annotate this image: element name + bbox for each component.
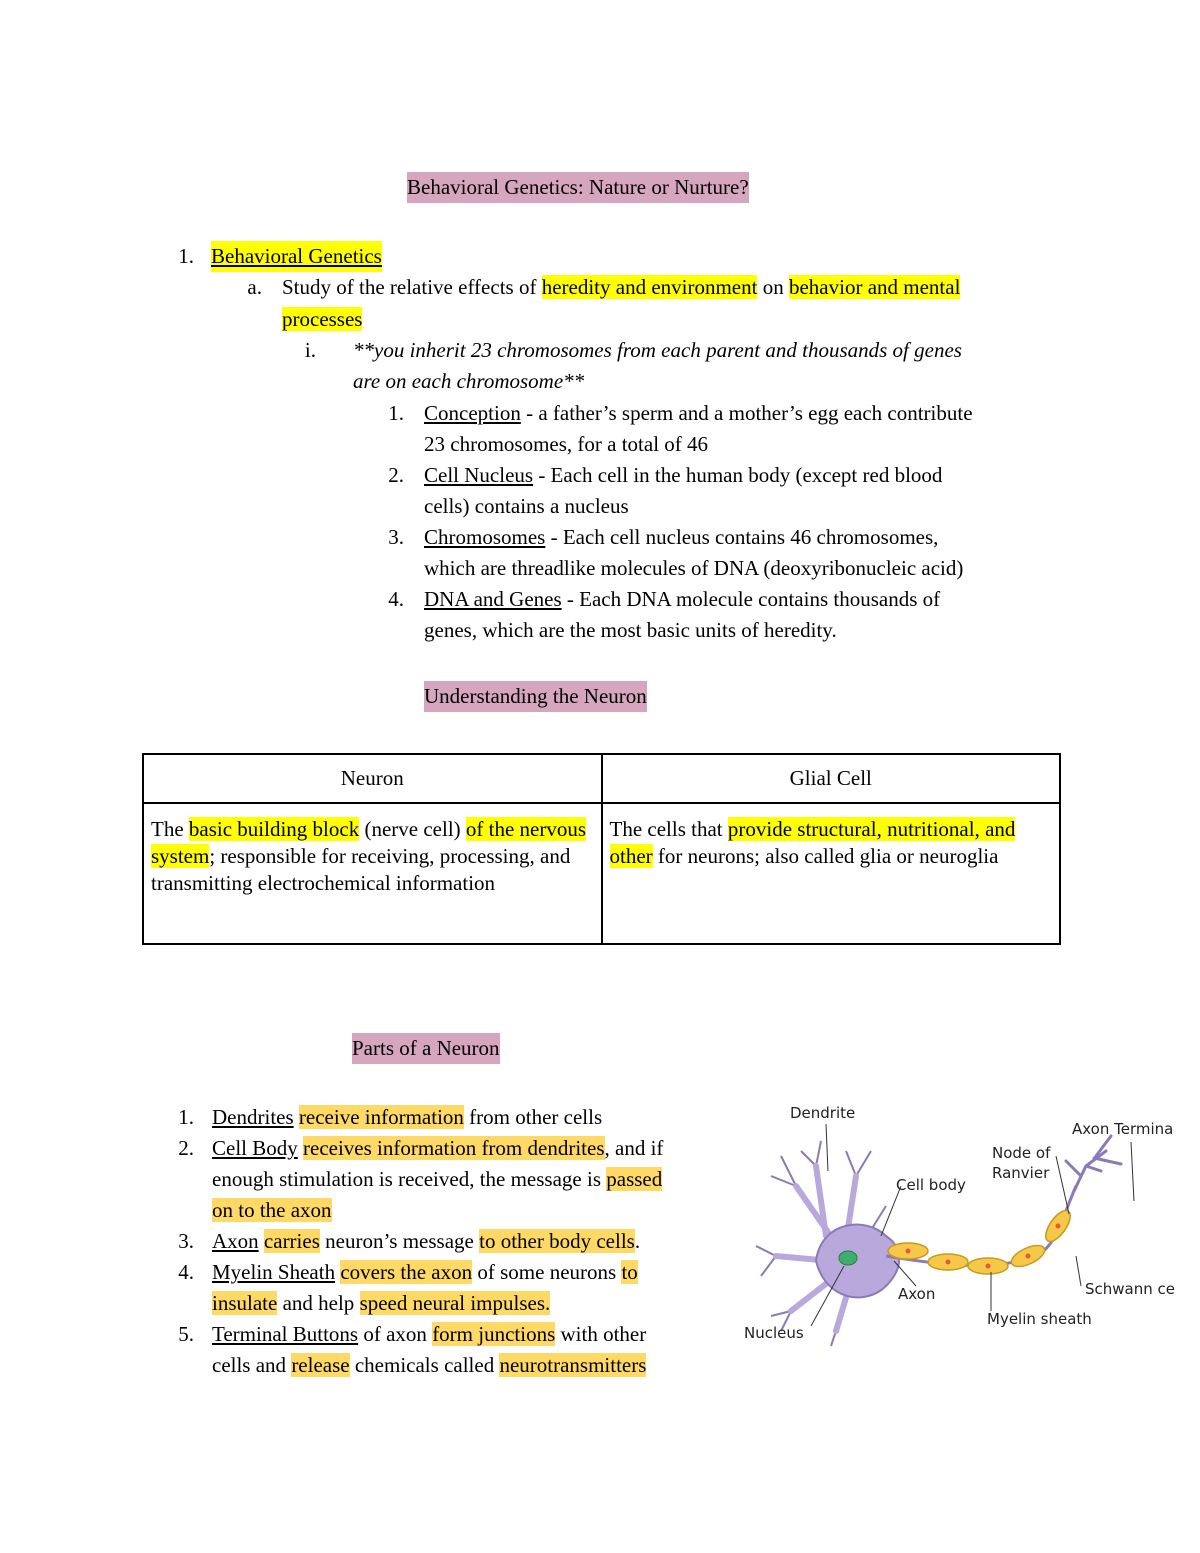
item-a-text: Study of the relative effects of: [282, 275, 542, 299]
item-a-line1: [282, 272, 960, 303]
cell-highlight: of the nervous system: [151, 817, 587, 868]
neuron-diagram: [736, 1096, 1196, 1356]
part-highlight: form junctions: [432, 1322, 556, 1346]
item-1-label: Behavioral Genetics: [211, 241, 382, 272]
part-text: , and if: [604, 1136, 664, 1160]
part-text: .: [634, 1229, 641, 1253]
sub-item-line: [424, 398, 973, 429]
part-text: cells and: [212, 1353, 292, 1377]
sub-item-term: Cell Nucleus: [424, 463, 534, 487]
part-item-line: [212, 1350, 646, 1381]
part-item-number: 2.: [178, 1136, 194, 1160]
item-a-highlight-3: processes: [282, 307, 363, 331]
item-i-number: i.: [304, 338, 316, 362]
item-a-text-mid: on: [757, 275, 789, 299]
sub-item-line2: genes, which are the most basic units of heredity.: [424, 618, 837, 642]
part-highlight: on to the axon: [212, 1198, 332, 1222]
part-term: Axon: [212, 1229, 259, 1253]
part-item-line: [212, 1133, 663, 1164]
part-text: with other: [555, 1322, 647, 1346]
part-item-line: [212, 1164, 662, 1195]
part-item-line: [212, 1195, 332, 1226]
part-item-line: [212, 1319, 646, 1350]
sub-item-number: 1.: [388, 401, 404, 425]
page-title: Behavioral Genetics: Nature or Nurture?: [407, 172, 749, 203]
part-item-line: [212, 1226, 640, 1257]
label-axon: Axon: [898, 1285, 936, 1303]
part-item-number: 3.: [178, 1229, 194, 1253]
cell-text: (nerve cell): [359, 817, 466, 841]
sub-item-number: 4.: [388, 587, 404, 611]
part-term: Dendrites: [212, 1105, 294, 1129]
item-1-number: 1.: [178, 244, 194, 268]
part-text: neuron’s message: [319, 1229, 480, 1253]
part-highlight: receives information from dendrites: [303, 1136, 605, 1160]
part-item-line: [212, 1102, 602, 1133]
sub-item-term: DNA and Genes: [424, 587, 562, 611]
sub-item-term: Chromosomes: [424, 525, 546, 549]
axon-terminal-branches: [1066, 1136, 1121, 1191]
item-i-line2: are on each chromosome**: [353, 369, 585, 393]
part-highlight: speed neural impulses.: [359, 1291, 551, 1315]
part-term: Terminal Buttons: [212, 1322, 359, 1346]
label-nucleus: Nucleus: [744, 1324, 804, 1342]
part-text: from other cells: [463, 1105, 603, 1129]
item-a-highlight-1: heredity and environment: [541, 275, 758, 299]
sub-item-text: - Each cell in the human body (except red blood: [533, 463, 943, 487]
cell-highlight: provide structural, nutritional, and other: [609, 817, 1016, 868]
label-node-of-ranvier-1: Node of: [992, 1144, 1051, 1162]
table-header-glial: Glial Cell: [602, 754, 1061, 803]
part-highlight: covers the axon: [340, 1260, 473, 1284]
cell-highlight: basic building block: [188, 817, 360, 841]
neuron-heading: Understanding the Neuron: [424, 681, 647, 712]
part-highlight: neurotransmitters: [499, 1353, 647, 1377]
part-text: of axon: [358, 1322, 433, 1346]
part-text: chemicals called: [349, 1353, 500, 1377]
part-highlight: release: [291, 1353, 350, 1377]
sub-item-text: - Each cell nucleus contains 46 chromosomes,: [545, 525, 939, 549]
cell-body-shape: [816, 1225, 899, 1298]
part-item-line: [212, 1257, 638, 1288]
cell-text: ; responsible for receiving, processing, and transmitting electrochemical information: [151, 844, 571, 895]
part-item-number: 1.: [178, 1105, 194, 1129]
label-schwann-cell: Schwann ce: [1085, 1280, 1175, 1298]
part-highlight: insulate: [212, 1291, 278, 1315]
neuron-glial-table: [142, 753, 1061, 945]
sub-item-line: [424, 522, 938, 553]
sub-item-text: - Each DNA molecule contains thousands of: [561, 587, 941, 611]
sub-item-line: [424, 584, 940, 615]
label-myelin-sheath: Myelin sheath: [987, 1310, 1092, 1328]
part-term: Myelin Sheath: [212, 1260, 336, 1284]
part-text: and help: [277, 1291, 360, 1315]
part-highlight: carries: [263, 1229, 320, 1253]
part-highlight: to: [621, 1260, 638, 1284]
part-item-number: 5.: [178, 1322, 194, 1346]
table-header-neuron: Neuron: [143, 754, 602, 803]
sub-item-term: Conception: [424, 401, 521, 425]
sub-item-line2: cells) contains a nucleus: [424, 494, 629, 518]
sub-item-line: [424, 460, 942, 491]
part-text: enough stimulation is received, the message is: [212, 1167, 607, 1191]
parts-heading: Parts of a Neuron: [352, 1033, 500, 1064]
part-item-line: [212, 1288, 550, 1319]
table-cell-glial: [602, 803, 1061, 944]
sub-item-number: 3.: [388, 525, 404, 549]
part-item-number: 4.: [178, 1260, 194, 1284]
sub-item-line2: which are threadlike molecules of DNA (deoxyribonucleic acid): [424, 556, 964, 580]
cell-text: The cells that: [609, 817, 728, 841]
item-a-highlight-2: behavior and mental: [788, 275, 961, 299]
cell-text: The: [151, 817, 189, 841]
item-a-line2: [282, 304, 362, 335]
part-term: Cell Body: [212, 1136, 298, 1160]
sub-item-line2: 23 chromosomes, for a total of 46: [424, 432, 709, 456]
label-node-of-ranvier-2: Ranvier: [992, 1164, 1050, 1182]
myelin-segments: [888, 1207, 1075, 1274]
label-dendrite: Dendrite: [790, 1104, 856, 1122]
label-axon-terminal: Axon Termina: [1072, 1120, 1174, 1138]
label-cell-body: Cell body: [896, 1176, 966, 1194]
part-text: of some neurons: [472, 1260, 622, 1284]
item-i-line1: **you inherit 23 chromosomes from each parent and thousands of genes: [353, 338, 962, 362]
table-cell-neuron: [143, 803, 602, 944]
sub-item-text: - a father’s sperm and a mother’s egg each contribute: [520, 401, 973, 425]
part-highlight: to other body cells: [479, 1229, 635, 1253]
cell-text: for neurons; also called glia or neuroglia: [652, 844, 999, 868]
item-a-number: a.: [247, 275, 262, 299]
nucleus-shape: [839, 1251, 857, 1265]
part-highlight: receive information: [298, 1105, 464, 1129]
sub-item-number: 2.: [388, 463, 404, 487]
part-highlight: passed: [606, 1167, 663, 1191]
